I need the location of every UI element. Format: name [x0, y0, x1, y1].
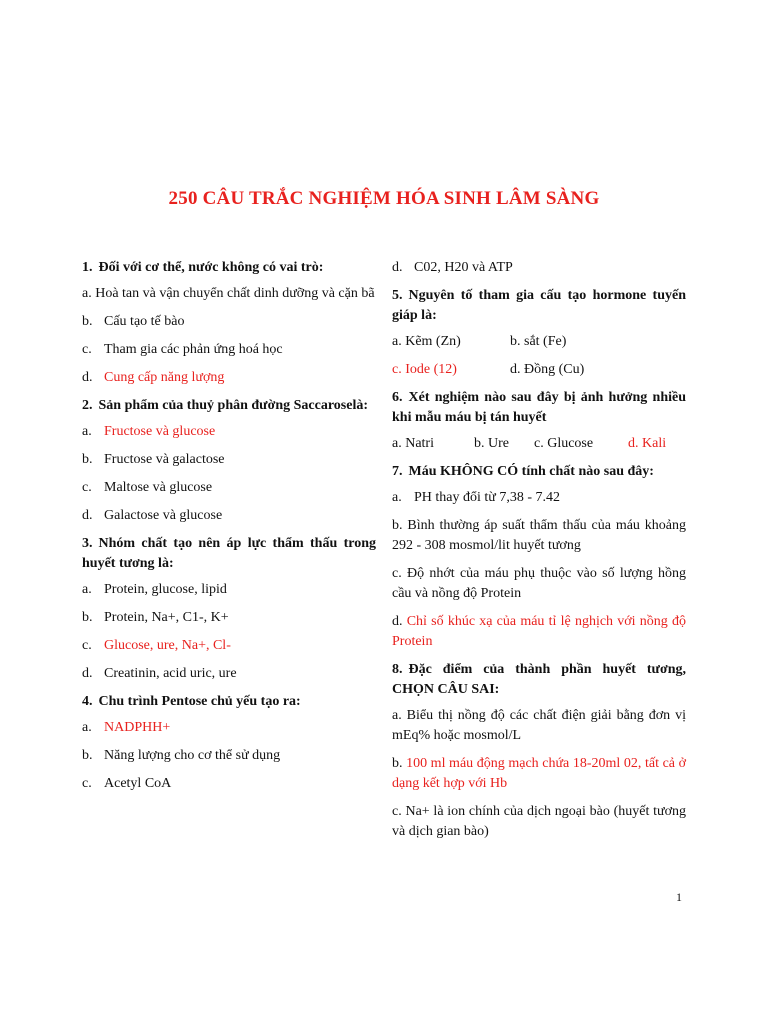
question-4: 4. Chu trình Pentose chủ yếu tạo ra:	[82, 694, 301, 709]
question-2: 2. Sản phẩm của thuỷ phân đường Saccaroselà:	[82, 398, 369, 413]
question-5: 5. Nguyên tố tham gia cấu tạo hormone tuyến giáp là:	[392, 288, 686, 323]
document-title: 250 CÂU TRẮC NGHIỆM HÓA SINH LÂM SÀNG	[168, 188, 600, 209]
option-1b: b. Cấu tạo tế bào	[82, 314, 185, 329]
option-6c: c. Glucose	[534, 436, 594, 451]
option-5b: b. sắt (Fe)	[510, 334, 567, 349]
options-5-row1	[392, 332, 686, 352]
option-8c: c. Na+ là ion chính của dịch ngoại bào (huyết tương và dịch gian bào)	[392, 804, 687, 839]
question-text: Đặc điểm của thành phần huyết tương, CHỌN CÂU SAI:	[392, 662, 686, 697]
option-1c: c. Tham gia các phản ứng hoá học	[82, 342, 283, 357]
option-5d: d. Đồng (Cu)	[510, 362, 585, 377]
option-7b: b. Bình thường áp suất thẩm thấu của máu khoảng 292 - 308 mosmol/lit huyết tương	[392, 518, 687, 553]
question-1	[82, 258, 376, 278]
option-3c-answer: c. Glucose, ure, Na+, Cl-	[82, 638, 231, 653]
question-text: Sản phẩm của thuỷ phân đường Saccaroselà:	[98, 398, 369, 413]
question-text: Máu KHÔNG CÓ tính chất nào sau đây:	[408, 464, 654, 479]
option-7a: a. PH thay đổi từ 7,38 - 7.42	[392, 490, 561, 505]
option-7d-answer: d. Chỉ số khúc xạ của máu tỉ lệ nghịch với nồng độ Protein	[392, 614, 686, 649]
question-7: 7. Máu KHÔNG CÓ tính chất nào sau đây:	[392, 464, 654, 479]
question-text: Đối với cơ thể, nước không có vai trò:	[98, 260, 324, 275]
option-5a: a. Kẽm (Zn)	[392, 334, 461, 349]
option-1d-answer: d. Cung cấp năng lượng	[82, 370, 225, 385]
option-6a: a. Natri	[392, 436, 434, 451]
option-1a: a. Hoà tan và vận chuyển chất dinh dưỡng và cặn bã	[82, 286, 375, 301]
question-8: 8. Đặc điểm của thành phần huyết tương, CHỌN CÂU SAI:	[392, 662, 686, 697]
question-text: Chu trình Pentose chủ yếu tạo ra:	[98, 694, 301, 709]
option-3b: b. Protein, Na+, C1-, K+	[82, 610, 229, 625]
question-6: 6. Xét nghiệm nào sau đây bị ảnh hưởng nhiều khi mẫu máu bị tán huyết	[392, 390, 686, 425]
page-number: 1	[676, 890, 682, 904]
options-6-row	[392, 434, 686, 454]
option-8a: a. Biểu thị nồng độ các chất điện giải bằng đơn vị mEq% hoặc mosmol/L	[392, 708, 686, 743]
option-2d: d. Galactose và glucose	[82, 508, 223, 523]
right-column	[392, 258, 686, 850]
option-6b: b. Ure	[474, 436, 509, 451]
question-text: Xét nghiệm nào sau đây bị ảnh hưởng nhiều khi mẫu máu bị tán huyết	[392, 390, 686, 425]
option-3d: d. Creatinin, acid uric, ure	[82, 666, 237, 681]
option-2c: c. Maltose và glucose	[82, 480, 213, 495]
option-2a-answer: a. Fructose và glucose	[82, 424, 216, 439]
option-4d: d. C02, H20 và ATP	[392, 260, 513, 275]
question-3: 3. Nhóm chất tạo nên áp lực thẩm thấu trong huyết tương là:	[82, 536, 376, 571]
question-text: Nhóm chất tạo nên áp lực thẩm thấu trong huyết tương là:	[82, 536, 376, 571]
option-4c: c. Acetyl CoA	[82, 776, 172, 791]
option-7c: c. Độ nhớt của máu phụ thuộc vào số lượng hồng cầu và nồng độ Protein	[392, 566, 686, 601]
option-5c-answer: c. Iode (12)	[392, 362, 457, 377]
option-4a-answer: a. NADPHH+	[82, 720, 171, 735]
option-4b: b. Năng lượng cho cơ thể sử dụng	[82, 748, 281, 763]
options-5-row2	[392, 360, 686, 380]
question-number: 1.	[82, 260, 93, 275]
question-text: Nguyên tố tham gia cấu tạo hormone tuyến giáp là:	[392, 288, 686, 323]
option-6d-answer: d. Kali	[628, 436, 667, 451]
option-8b-answer: b. 100 ml máu động mạch chứa 18-20ml 02, tất cả ở dạng kết hợp với Hb	[392, 756, 686, 791]
option-2b: b. Fructose và galactose	[82, 452, 225, 467]
left-column	[82, 258, 376, 802]
option-3a: a. Protein, glucose, lipid	[82, 582, 227, 597]
